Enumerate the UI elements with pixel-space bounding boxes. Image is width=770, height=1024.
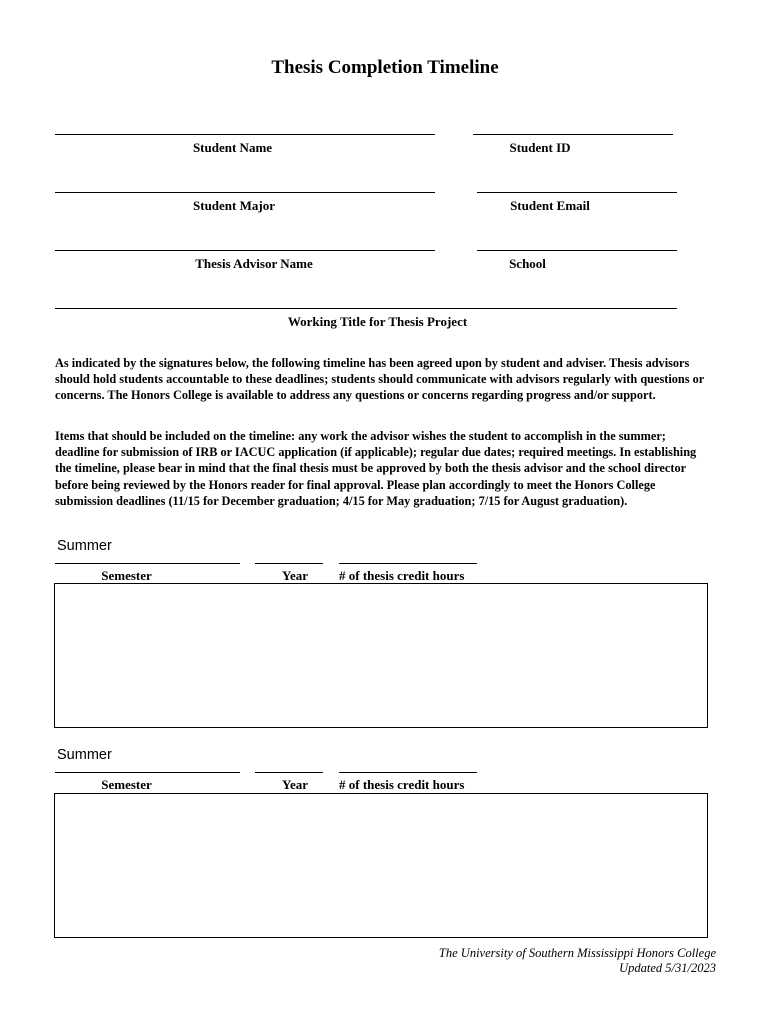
footer-institution: The University of Southern Mississippi Honors College [438, 946, 716, 960]
school-line[interactable] [477, 250, 677, 251]
student-major-label: Student Major [193, 198, 275, 213]
student-name-line[interactable] [55, 134, 435, 135]
semester-value-2[interactable]: Summer [57, 747, 112, 763]
timeline-box-2[interactable] [54, 793, 708, 938]
student-email-label: Student Email [510, 198, 590, 213]
school-label: School [509, 256, 546, 271]
thesis-advisor-line[interactable] [55, 250, 435, 251]
year-line-2[interactable] [255, 772, 323, 773]
student-email-line[interactable] [477, 192, 677, 193]
page-title: Thesis Completion Timeline [271, 57, 499, 78]
year-line-1[interactable] [255, 563, 323, 564]
student-name-label: Student Name [192, 140, 273, 155]
year-label-2: Year [282, 777, 308, 792]
semester-label-2: Semester [101, 777, 152, 792]
year-label-1: Year [282, 568, 308, 583]
student-id-line[interactable] [473, 134, 673, 135]
working-title-line[interactable] [55, 308, 677, 309]
timeline-items-paragraph: Items that should be included on the timeline: any work the advisor wishes the student to accomplish in the summer; deadline for submission of IRB or IACUC application (if applicable); regular due dates; required meetings. In establishing the timeline, please bear in mind that the final thesis must be approved by both the thesis advisor and the school director before being reviewed by the Honors reader for final approval. Please plan accordingly to meet the Honors College submission deadlines (11/15 for December graduation; 4/15 for May graduation; 7/15 for August graduation). [55, 429, 697, 508]
thesis-advisor-label: Thesis Advisor Name [195, 256, 313, 271]
working-title-label: Working Title for Thesis Project [287, 314, 468, 329]
footer-updated-date: Updated 5/31/2023 [619, 961, 716, 975]
semester-line-2[interactable] [55, 772, 240, 773]
credit-hours-line-1[interactable] [339, 563, 477, 564]
credit-hours-line-2[interactable] [339, 772, 477, 773]
footer [439, 946, 716, 976]
student-major-line[interactable] [55, 192, 435, 193]
semester-value-1[interactable]: Summer [57, 538, 112, 554]
credit-hours-label-1: # of thesis credit hours [339, 568, 465, 583]
agreement-paragraph: As indicated by the signatures below, the following timeline has been agreed upon by student and adviser. Thesis advisors should hold students accountable to these deadlines; students should communicate with advisors regularly with questions or concerns. The Honors College is available to address any questions or concerns regarding progress and/or support. [55, 356, 704, 403]
credit-hours-label-2: # of thesis credit hours [339, 777, 465, 792]
semester-label-1: Semester [101, 568, 152, 583]
semester-line-1[interactable] [55, 563, 240, 564]
student-id-label: Student ID [509, 140, 571, 155]
timeline-box-1[interactable] [54, 583, 708, 728]
